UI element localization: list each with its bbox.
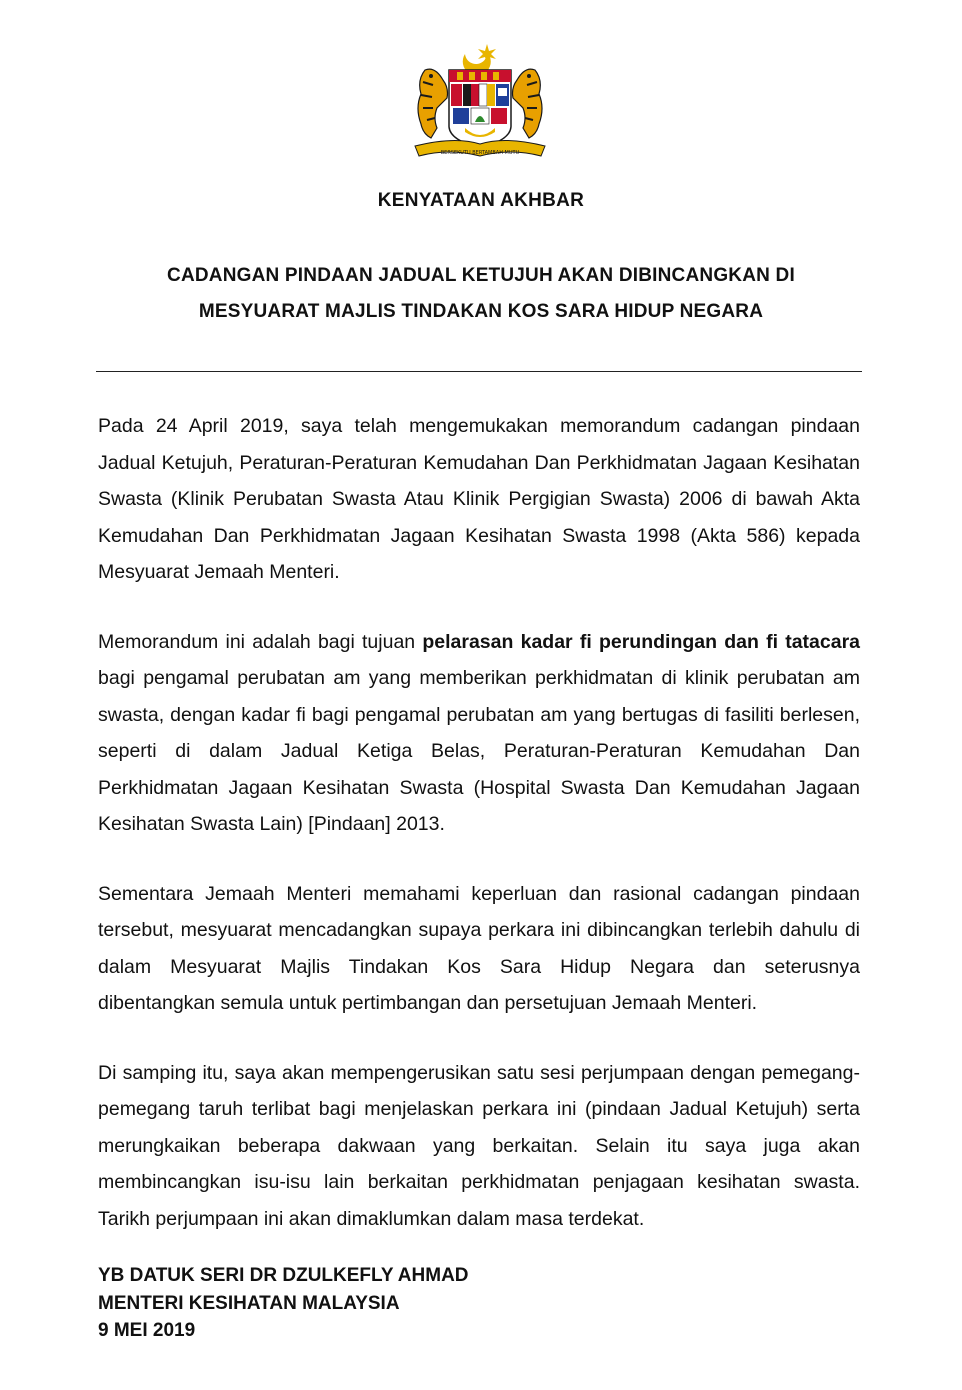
paragraph-4: Di samping itu, saya akan mempengerusikan satu sesi perjumpaan dengan pemegang-pemegang taruh terlibat bagi menjelaskan perkara ini (pindaan Jadual Ketujuh) serta merungkaikan beberapa dakwaan yang berkaitan. Selain itu saya juga akan membincangkan isu-isu lain berkaitan perkhidmatan penjagaan kesihatan swasta. Tarikh perjumpaan ini akan dimaklumkan dalam masa terdekat. [98, 1061, 860, 1230]
headline-line-1: CADANGAN PINDAAN JADUAL KETUJUH AKAN DIBINCANGKAN DI [167, 265, 795, 286]
statement-body [98, 408, 860, 1270]
paragraph-2-intro: Memorandum ini adalah bagi tujuan [98, 630, 423, 653]
malaysia-coat-of-arms-icon [405, 40, 555, 168]
paragraph-2-rest: bagi pengamal perubatan am yang memberikan perkhidmatan di klinik perubatan am swasta, dengan kadar fi bagi pengamal perubatan am yang bertugas di fasiliti berlesen, seperti di dalam Jadual Ketiga Belas, Peraturan-Peraturan Kemudahan Dan Perkhidmatan Jagaan Kesihatan Swasta (Hospital Swasta Dan Kemudahan Jagaan Kesihatan Swasta Lain) [Pindaan] 2013. [98, 667, 860, 835]
signatory-name: YB DATUK SERI DR DZULKEFLY AHMAD [98, 1265, 469, 1286]
headline-line-2: MESYUARAT MAJLIS TINDAKAN KOS SARA HIDUP NEGARA [198, 301, 764, 322]
paragraph-3: Sementara Jemaah Menteri memahami keperluan dan rasional cadangan pindaan tersebut, mesyuarat mencadangkan supaya perkara ini dibincangkan terlebih dahulu di dalam Mesyuarat Majlis Tindakan Kos Sara Hidup Negara dan seterusnya dibentangkan semula untuk pertimbangan dan persetujuan Jemaah Menteri. [98, 882, 860, 1014]
paragraph-2-emphasis: pelarasan kadar fi perundingan dan fi tatacara [422, 630, 861, 653]
divider-rule [96, 371, 862, 372]
paragraph-1: Pada 24 April 2019, saya telah mengemukakan memorandum cadangan pindaan Jadual Ketujuh, Peraturan-Peraturan Kemudahan Dan Perkhidmatan Jagaan Kesihatan Swasta (Klinik Perubatan Swasta Atau Klinik Pergigian Swasta) 2006 di bawah Akta Kemudahan Dan Perkhidmatan Jagaan Kesihatan Swasta 1998 (Akta 586) kepada Mesyuarat Jemaah Menteri. [98, 415, 860, 583]
crest-motto: BERSEKUTU BERTAMBAH MUTU [440, 150, 520, 156]
statement-date: 9 MEI 2019 [98, 1320, 196, 1341]
signatory-title: MENTERI KESIHATAN MALAYSIA [98, 1292, 400, 1314]
signature-block [98, 1262, 469, 1345]
headline [96, 258, 866, 330]
paragraph-2 [98, 624, 860, 843]
statement-label: KENYATAAN AKHBAR [377, 190, 585, 211]
